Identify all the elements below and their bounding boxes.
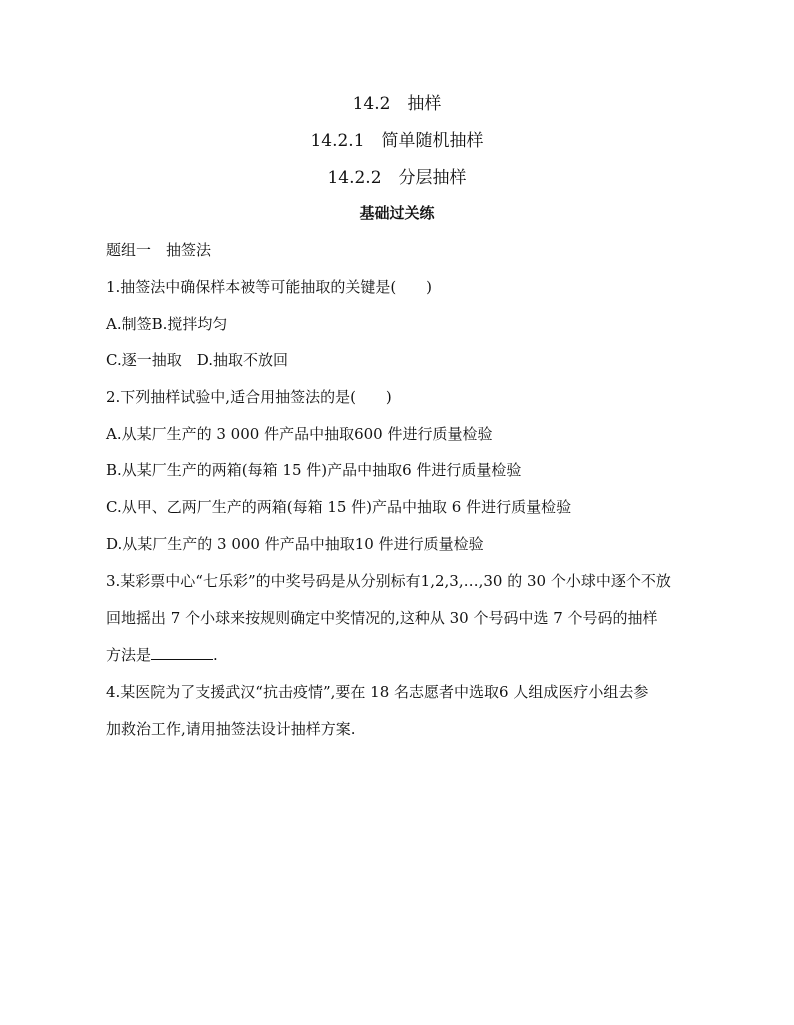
question-1-options-ab: A.制签B.搅拌均匀 (106, 315, 228, 333)
question-4-line-1: 4.某医院为了支援武汉“抗击疫情”,要在 18 名志愿者中选取6 人组成医疗小组去参 (106, 683, 649, 701)
question-2-option-a: A.从某厂生产的 3 000 件产品中抽取600 件进行质量检验 (106, 425, 493, 443)
subsection-title-2: 14.2.2 分层抽样 (327, 168, 467, 188)
question-2-stem: 2.下列抽样试验中,适合用抽签法的是( ) (106, 388, 392, 406)
question-3-line-3-end: . (213, 646, 218, 664)
subsection-title-1: 14.2.1 简单随机抽样 (310, 131, 484, 151)
question-3-line-3-text: 方法是 (106, 646, 152, 664)
section-title: 14.2 抽样 (352, 94, 442, 114)
question-1-stem: 1.抽签法中确保样本被等可能抽取的关键是( ) (106, 278, 433, 296)
answer-blank (151, 645, 213, 660)
exercise-level-heading: 基础过关练 (359, 204, 435, 222)
question-1-options-cd: C.逐一抽取 D.抽取不放回 (106, 351, 288, 369)
question-3-line-1: 3.某彩票中心“七乐彩”的中奖号码是从分别标有1,2,3,…,30 的 30 个小球中逐个不放 (106, 572, 671, 590)
question-2-option-b: B.从某厂生产的两箱(每箱 15 件)产品中抽取6 件进行质量检验 (106, 461, 522, 479)
question-2-option-d: D.从某厂生产的 3 000 件产品中抽取10 件进行质量检验 (106, 535, 484, 553)
question-2-option-c: C.从甲、乙两厂生产的两箱(每箱 15 件)产品中抽取 6 件进行质量检验 (106, 498, 572, 516)
question-3-line-3 (106, 645, 218, 665)
question-group-heading: 题组一 抽签法 (106, 241, 212, 259)
question-3-line-2: 回地摇出 7 个小球来按规则确定中奖情况的,这种从 30 个号码中选 7 个号码的抽样 (106, 609, 658, 627)
question-4-line-2: 加救治工作,请用抽签法设计抽样方案. (106, 720, 356, 738)
